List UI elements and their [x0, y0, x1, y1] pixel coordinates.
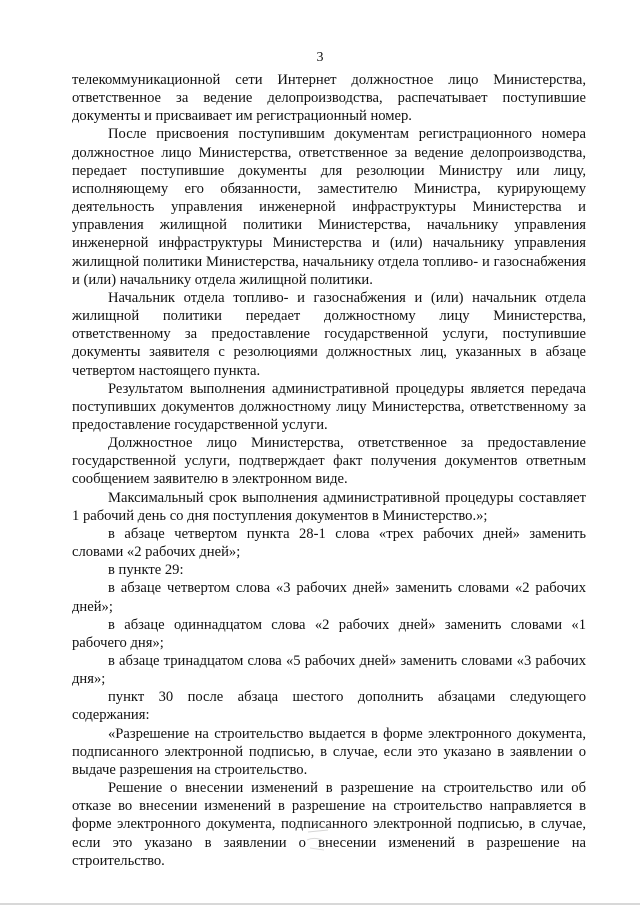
paragraph: Максимальный срок выполнения административной процедуры составляет 1 рабочий день со дня поступления документов в Министерство.»;	[72, 489, 586, 524]
paragraph: Начальник отдела топливо- и газоснабжения и (или) начальник отдела жилищной политики передает должностному лицу Министерства, ответственному за предоставление государственной услуги, поступившие документы заявителя с резолюциями должностных лиц, указанных в абзаце четвертом настоящего пункта.	[72, 289, 586, 379]
paragraph: Должностное лицо Министерства, ответственное за предоставление государственной услуги, подтверждает факт получения документов ответным сообщением заявителю в электронном виде.	[72, 435, 586, 488]
paragraph: в пункте 29:	[108, 562, 184, 579]
faint-stamp-icon	[302, 814, 336, 858]
page-number: 3	[316, 50, 324, 65]
document-body	[72, 71, 586, 870]
paragraph: Результатом выполнения административной процедуры является передача поступивших документов должностному лицу Министерства, ответственному за предоставление государственной услуги.	[72, 380, 586, 433]
paragraph: в абзаце четвертом пункта 28-1 слова «трех рабочих дней» заменить словами «2 рабочих дней»;	[72, 525, 586, 561]
paragraph: в абзаце тринадцатом слова «5 рабочих дней» заменить словами «3 рабочих дня»;	[72, 653, 586, 688]
paragraph: «Разрешение на строительство выдается в форме электронного документа, подписанного электронной подписью, в случае, если это указано в заявлении о выдаче разрешения на строительство.	[72, 725, 586, 778]
paragraph: пункт 30 после абзаца шестого дополнить абзацами следующего содержания:	[72, 689, 586, 724]
paragraph: в абзаце одиннадцатом слова «2 рабочих дней» заменить словами «1 рабочего дня»;	[72, 616, 586, 651]
paragraph: Решение о внесении изменений в разрешение на строительство или об отказе во внесении изменений в разрешение на строительство направляется в форме электронного документа, подписанного электронной подписью, в случае, если это указано в заявлении о внесении изменений в разрешение на строительство.	[72, 780, 586, 869]
paragraph: в абзаце четвертом слова «3 рабочих дней» заменить словами «2 рабочих дней»;	[72, 580, 586, 615]
paragraph-continuation: телекоммуникационной сети Интернет должностное лицо Министерства, ответственное за ведение делопроизводства, распечатывает поступившие документы и присваивает им регистрационный номер.	[72, 72, 586, 125]
paragraph: После присвоения поступившим документам регистрационного номера должностное лицо Министерства, ответственное за ведение делопроизводства, передает поступившие документы для резолюции Министру или лицу, исполняющему его обязанности, заместителю Министра, курирующему деятельность управления инженерной инфраструктуры Министерства и управления жилищной политики Министерства, начальнику управления инженерной инфраструктуры Министерства и (или) начальнику управления жилищной политики Министерства, начальнику отдела топливо- и газоснабжения и (или) начальнику отдела жилищной политики.	[72, 126, 586, 288]
